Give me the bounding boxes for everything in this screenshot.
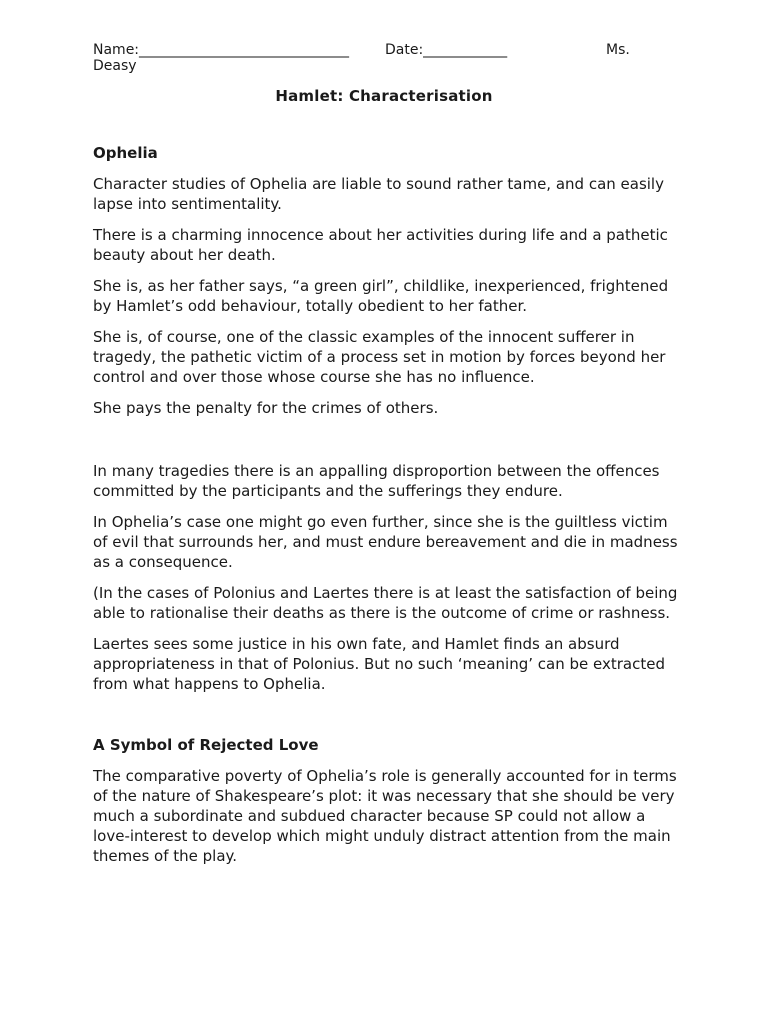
paragraph: She pays the penalty for the crimes of others.: [93, 399, 439, 417]
paragraph: She is, of course, one of the classic examples of the innocent sufferer in tragedy, the pathetic victim of a process set in motion by forces beyond her control and over those whose course she has no influence.: [93, 328, 666, 386]
name-field-label: Name:______________________________: [93, 42, 350, 58]
paragraph: There is a charming innocence about her activities during life and a pathetic beauty about her death.: [93, 226, 668, 264]
section-heading-rejected-love: A Symbol of Rejected Love: [93, 736, 319, 754]
spacer: [93, 429, 683, 461]
paragraph: Laertes sees some justice in his own fate, and Hamlet finds an absurd appropriateness in that of Polonius. But no such ‘meaning’ can be extracted from what happens to Ophelia.: [93, 635, 665, 693]
document-body: [93, 143, 683, 877]
section-heading-ophelia: Ophelia: [93, 144, 158, 162]
paragraph: In many tragedies there is an appalling disproportion between the offences committed by the participants and the sufferings they endure.: [93, 462, 660, 500]
paragraph: She is, as her father says, “a green girl”, childlike, inexperienced, frightened by Hamlet’s odd behaviour, totally obedient to her father.: [93, 277, 669, 315]
teacher-name: Deasy: [93, 58, 137, 74]
document-title: Hamlet: Characterisation: [275, 87, 493, 105]
date-field-label: Date:____________: [385, 42, 508, 58]
spacer: [93, 705, 683, 735]
paragraph: In Ophelia’s case one might go even further, since she is the guiltless victim of evil that surrounds her, and must endure bereavement and die in madness as a consequence.: [93, 513, 678, 571]
teacher-name-prefix: Ms.: [606, 42, 630, 58]
paragraph: Character studies of Ophelia are liable to sound rather tame, and can easily lapse into sentimentality.: [93, 175, 664, 213]
paragraph: (In the cases of Polonius and Laertes there is at least the satisfaction of being able to rationalise their deaths as there is the outcome of crime or rashness.: [93, 584, 678, 622]
paragraph: The comparative poverty of Ophelia’s role is generally accounted for in terms of the nature of Shakespeare’s plot: it was necessary that she should be very much a subordinate and subdued character because SP could not allow a love-interest to develop which might unduly distract attention from the main themes of the play.: [93, 767, 677, 865]
